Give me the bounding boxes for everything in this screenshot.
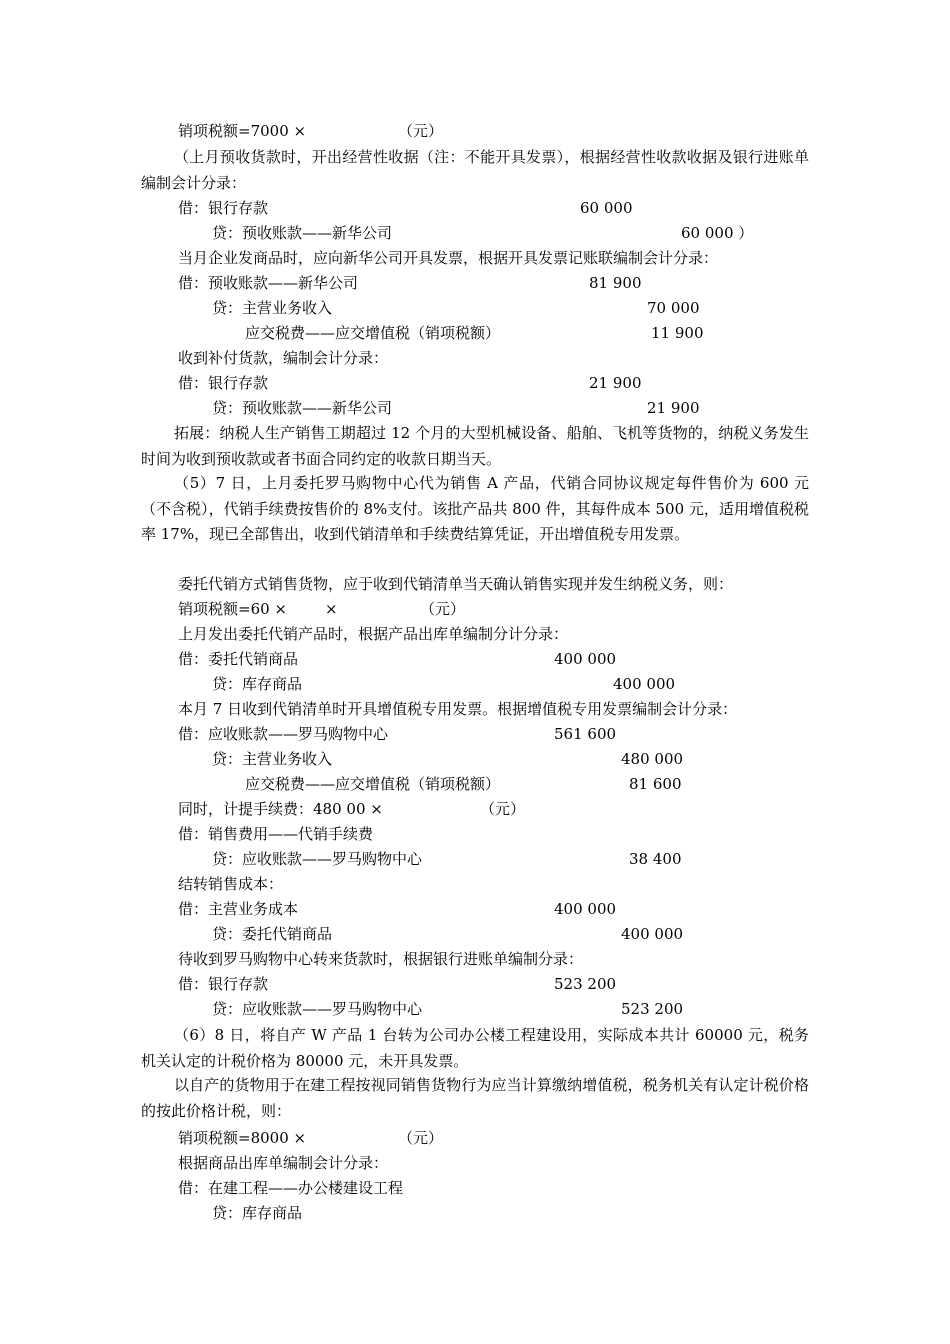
account-text: 借：银行存款 (178, 975, 269, 993)
body-text: 本月 7 日收到代销清单时开具增值税专用发票。根据增值税专用发票编制会计分录： (178, 700, 738, 718)
amount-text: 11 900 (651, 324, 704, 342)
body-text: 上月发出委托代销产品时，根据产品出库单编制分计分录： (178, 625, 569, 643)
paragraph: （6）8 日，将自产 W 产品 1 台转为公司办公楼工程建设用，实际成本共计 60000 元，税务机关认定的计税价格为 80000 元，未开具发票。 (141, 1026, 809, 1070)
text-line (0, 1128, 950, 1153)
text-line (0, 1153, 950, 1178)
journal-line (0, 398, 950, 423)
text-line (0, 348, 950, 373)
account-text: 贷：预收账款——新华公司 (212, 224, 393, 242)
account-text: 借：预收账款——新华公司 (178, 274, 359, 292)
journal-line (0, 198, 950, 223)
account-text: 应交税费——应交增值税（销项税额） (245, 324, 501, 342)
account-text: 借：销售费用——代销手续费 (178, 825, 374, 843)
journal-line (0, 999, 950, 1024)
amount-text: 60 000 ） (681, 224, 754, 242)
text-line (0, 699, 950, 724)
account-text: 借：在建工程——办公楼建设工程 (178, 1179, 404, 1197)
formula-text: 销项税额=8000 × (178, 1129, 307, 1147)
unit-text: （元） (398, 1129, 444, 1147)
journal-line (0, 373, 950, 398)
body-text: 待收到罗马购物中心转来货款时，根据银行进账单编制分录： (178, 950, 584, 968)
text-line (0, 949, 950, 974)
amount-text: 480 000 (621, 750, 684, 768)
text-line (0, 248, 950, 273)
amount-text: 561 600 (554, 725, 617, 743)
journal-line (0, 724, 950, 749)
account-text: 借：委托代销商品 (178, 650, 299, 668)
body-text: 当月企业发商品时，应向新华公司开具发票，根据开具发票记账联编制会计分录： (178, 249, 719, 267)
body-text: 结转销售成本： (178, 875, 284, 893)
journal-line (0, 749, 950, 774)
journal-line (0, 1178, 950, 1203)
account-text: 贷：应收账款——罗马购物中心 (212, 850, 423, 868)
amount-text: 400 000 (621, 925, 684, 943)
account-text: 应交税费——应交增值税（销项税额） (245, 775, 501, 793)
journal-line (0, 649, 950, 674)
journal-line (0, 974, 950, 999)
journal-line (0, 824, 950, 849)
amount-text: 81 900 (589, 274, 642, 292)
journal-line (0, 298, 950, 323)
journal-line (0, 1203, 950, 1228)
unit-text: （元） (398, 122, 444, 140)
unit-text: （元） (420, 600, 466, 618)
journal-line (0, 223, 950, 248)
amount-text: 21 900 (647, 399, 700, 417)
body-text: 根据商品出库单编制会计分录： (178, 1154, 389, 1172)
amount-text: 523 200 (621, 1000, 684, 1018)
amount-text: 400 000 (613, 675, 676, 693)
text-line (0, 799, 950, 824)
account-text: 贷：主营业务收入 (212, 299, 333, 317)
amount-text: 60 000 (580, 199, 633, 217)
text-line (0, 599, 950, 624)
formula-text: 销项税额=60 × (178, 600, 287, 618)
amount-text: 400 000 (554, 650, 617, 668)
journal-line (0, 899, 950, 924)
account-text: 贷：预收账款——新华公司 (212, 399, 393, 417)
text-line (0, 624, 950, 649)
account-text: 借：应收账款——罗马购物中心 (178, 725, 389, 743)
text-line (0, 574, 950, 599)
text-line (0, 874, 950, 899)
amount-text: 400 000 (554, 900, 617, 918)
amount-text: 81 600 (629, 775, 682, 793)
text-line (0, 121, 950, 146)
journal-line (0, 849, 950, 874)
unit-text: （元） (480, 800, 526, 818)
amount-text: 21 900 (589, 374, 642, 392)
amount-text: 523 200 (554, 975, 617, 993)
account-text: 贷：库存商品 (212, 1204, 303, 1222)
journal-line (0, 674, 950, 699)
account-text: 贷：库存商品 (212, 675, 303, 693)
paragraph: （5）7 日，上月委托罗马购物中心代为销售 A 产品，代销合同协议规定每件售价为 600 元（不含税），代销手续费按售价的 8%支付。该批产品共 800 件，其每件成本 500 元，适用增值税税率 17%，现已全部售出，收到代销清单和手续费结算凭证，开出增值税专用发票。 (141, 474, 809, 543)
account-text: 贷：应收账款——罗马购物中心 (212, 1000, 423, 1018)
journal-line (0, 774, 950, 799)
account-text: 贷：主营业务收入 (212, 750, 333, 768)
multiply-sign: × (325, 600, 338, 618)
formula-text: 销项税额=7000 × (178, 122, 307, 140)
account-text: 借：主营业务成本 (178, 900, 299, 918)
paragraph: 以自产的货物用于在建工程按视同销售货物行为应当计算缴纳增值税，税务机关有认定计税价格的按此价格计税，则： (141, 1076, 809, 1120)
journal-line (0, 924, 950, 949)
body-text: 委托代销方式销售货物，应于收到代销清单当天确认销售实现并发生纳税义务，则： (178, 575, 734, 593)
journal-line (0, 273, 950, 298)
paragraph: （上月预收货款时，开出经营性收据（注：不能开具发票），根据经营性收款收据及银行进账单编制会计分录： (141, 148, 809, 192)
amount-text: 70 000 (647, 299, 700, 317)
journal-line (0, 323, 950, 348)
account-text: 贷：委托代销商品 (212, 925, 333, 943)
account-text: 借：银行存款 (178, 199, 269, 217)
formula-text: 同时，计提手续费：480 00 × (178, 800, 383, 818)
account-text: 借：银行存款 (178, 374, 269, 392)
amount-text: 38 400 (629, 850, 682, 868)
body-text: 收到补付货款，编制会计分录： (178, 349, 389, 367)
paragraph: 拓展：纳税人生产销售工期超过 12 个月的大型机械设备、船舶、飞机等货物的，纳税义务发生时间为收到预收款或者书面合同约定的收款日期当天。 (141, 424, 809, 468)
